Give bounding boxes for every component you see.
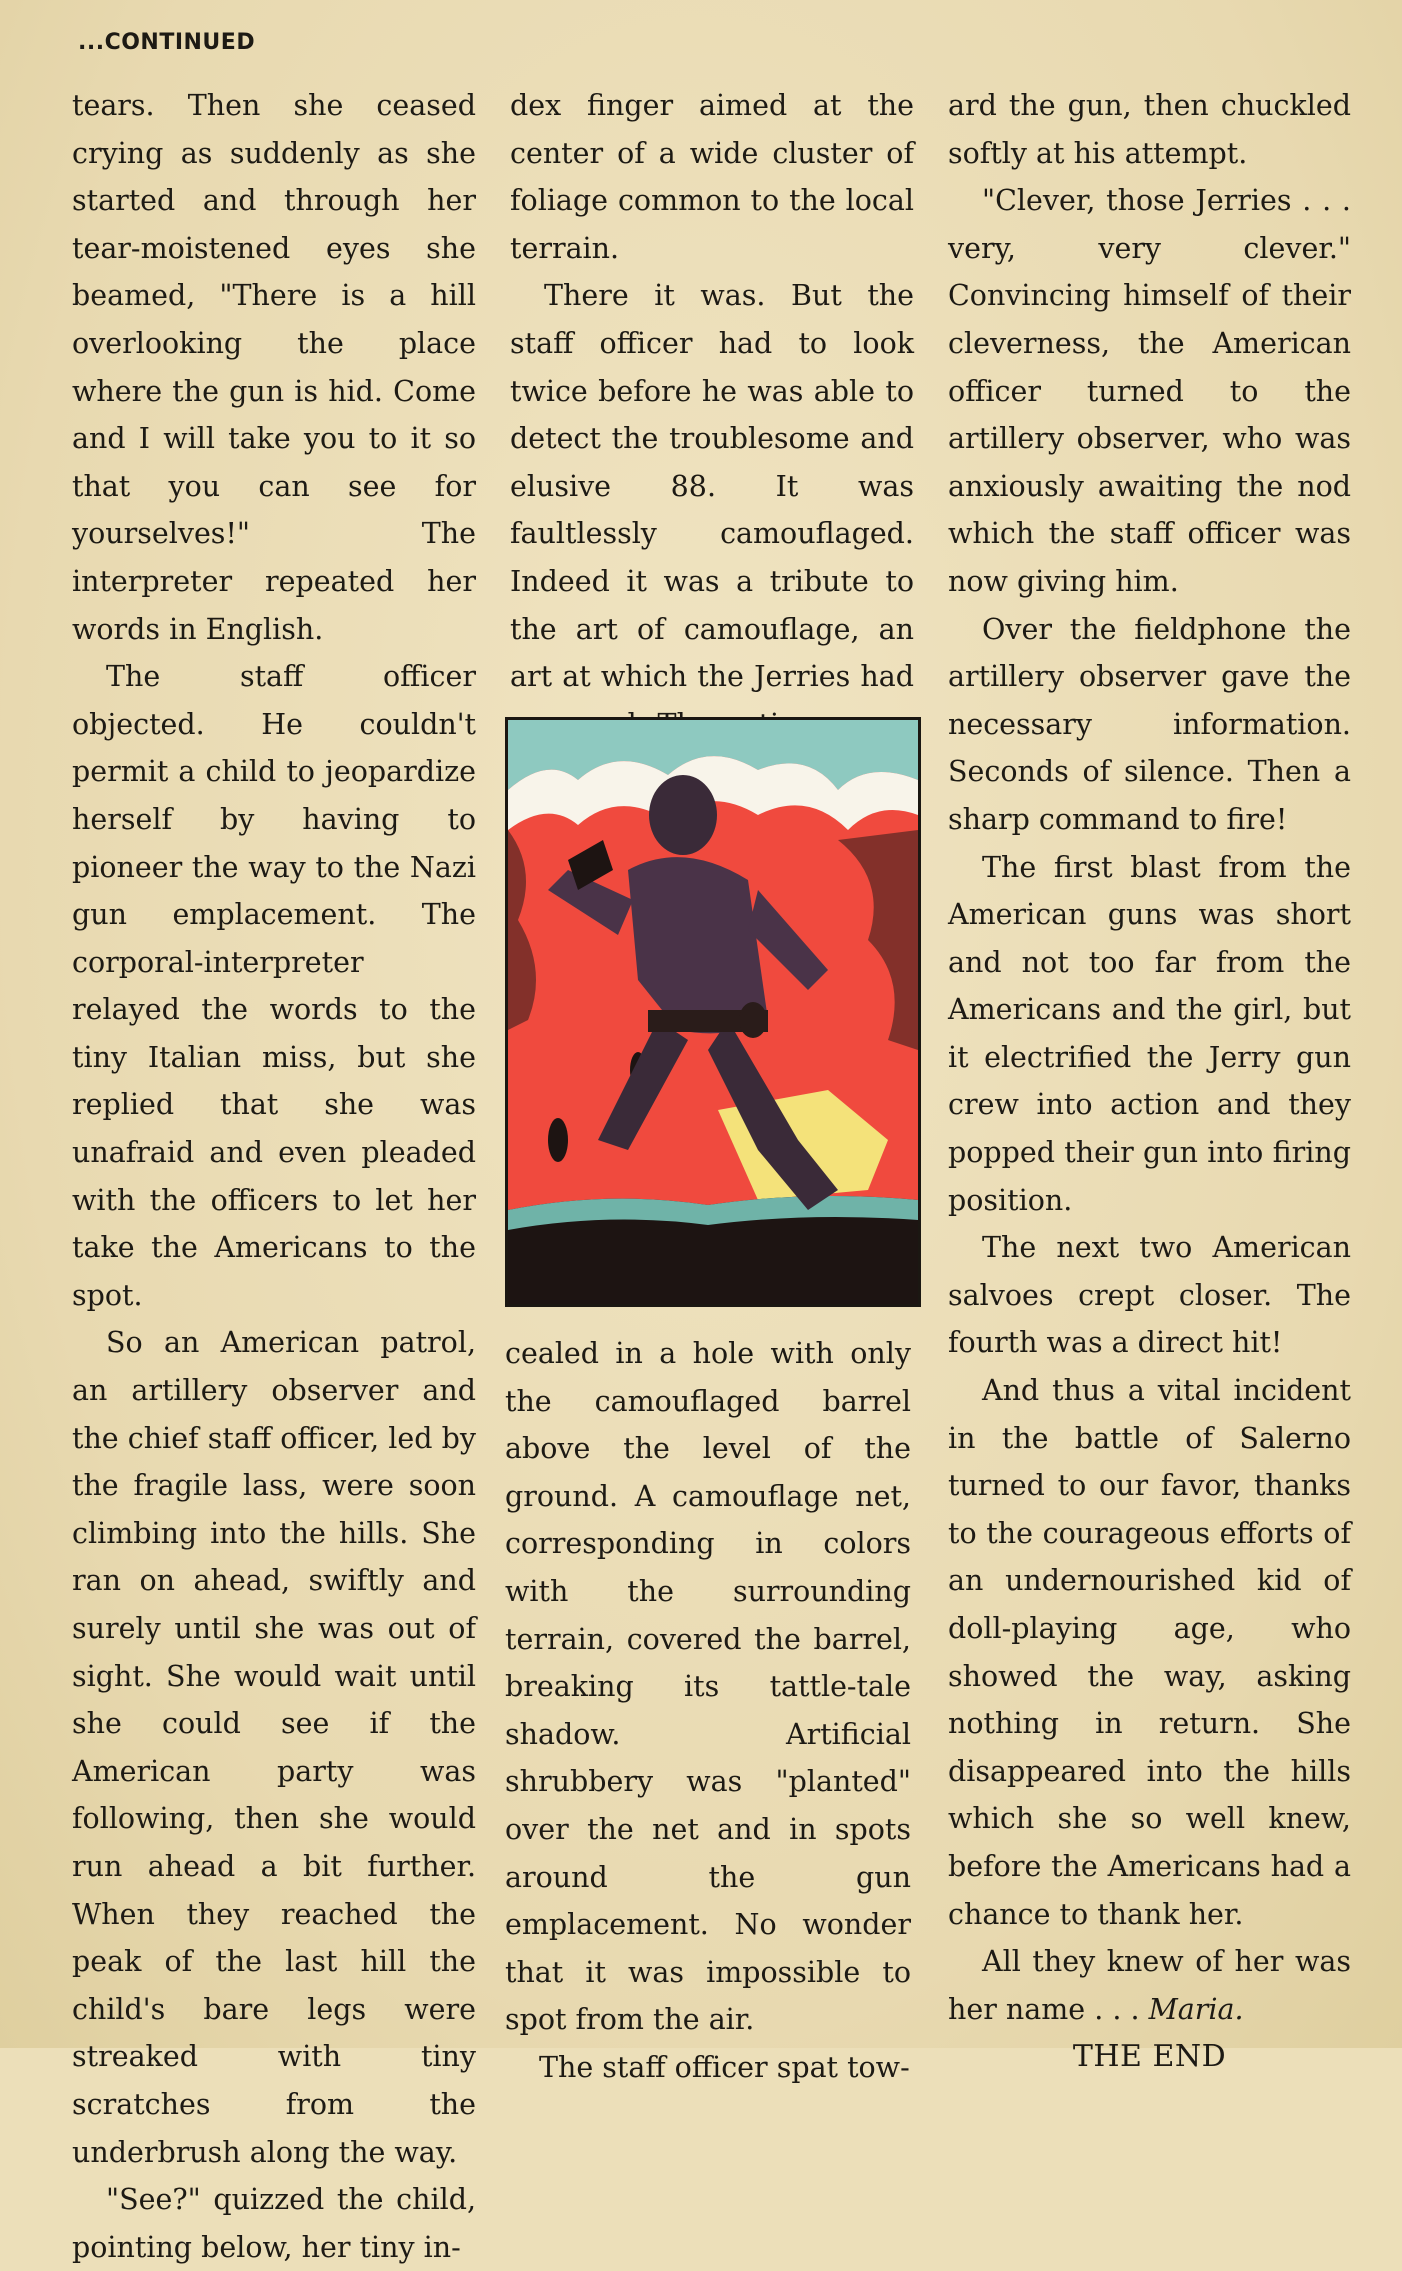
- text-column-1: [72, 82, 476, 2271]
- closing-paragraph: [948, 1938, 1351, 2033]
- paragraph: The next two American salvoes crept closer. The fourth was a direct hit!: [948, 1231, 1351, 1360]
- paragraph: tears. Then she ceased crying as suddenly as she started and through her tear-moistened eyes she beamed, "There is a hill overlooking the place where the gun is hid. Come and I will take you to it so that you can see for yourselves!" The interpreter repeated her words in English.: [72, 89, 476, 646]
- text-column-2-bottom: [505, 1330, 911, 2092]
- paragraph: "Clever, those Jerries . . . very, very clever." Convincing himself of their cleverness, the American officer turned to the artillery observer, who was anxiously awaiting the nod which the staff officer was now giving him.: [948, 184, 1351, 598]
- continued-header: ...CONTINUED: [78, 30, 256, 55]
- text-column-2-top: [510, 82, 914, 796]
- soldier-illustration-image: [508, 720, 918, 1304]
- text-column-3: [948, 82, 1351, 2081]
- paragraph: The staff officer spat tow-: [539, 2050, 910, 2084]
- paragraph: ard the gun, then chuckled softly at his attempt.: [948, 89, 1351, 170]
- closing-text: All they knew of her was her name . . .: [948, 1945, 1351, 2026]
- heroine-name: Maria.: [1148, 1992, 1244, 2026]
- paragraph: And thus a vital incident in the battle of Salerno turned to our favor, thanks to the courageous efforts of an undernourished kid of doll-playing age, who showed the way, asking nothing in return. She disappeared into the hills which she so well knew, before the Americans had a chance to thank her.: [948, 1374, 1351, 1931]
- paragraph: There it was. But the staff officer had to look twice before he was able to detect the troublesome and elusive 88. It was faultlessly camouflaged. Indeed it was a tribute to the art of camouflage, an art at which the Jerries had: [510, 279, 914, 694]
- paragraph: The first blast from the American guns was short and not too far from the Americans and the girl, but it electrified the Jerry gun crew into action and they popped their gun into firing position.: [948, 850, 1351, 1217]
- the-end-label: THE END: [1072, 2039, 1227, 2075]
- paragraph: cealed in a hole with only the camouflaged barrel above the level of the ground. A camouflage net, corresponding in colors with the surrounding terrain, covered the barrel, breaking its tattle-tale shadow. Artificial shrubbery was "planted" over the net and in spots around the gun emplacement. No wonder that it was impossible to spot from the air.: [505, 1337, 911, 2037]
- paragraph: The staff officer objected. He couldn't permit a child to jeopardize herself by having to pioneer the way to the Nazi gun emplacement. The corporal-interpreter relayed the words to the tiny Italian miss, but she replied that she was unafraid and even pleaded with the officers to let her take the Americans to the spot.: [72, 660, 476, 1312]
- story-illustration: [505, 717, 921, 1307]
- paragraph: So an American patrol, an artillery observer and the chief staff officer, led by the fragile lass, were soon climbing into the hills. She ran on ahead, swiftly and surely until she was out of sight. She would wait until she could see if the American party was following, then she would run ahead a bit further. When they reached the peak of the last hill the child's bare legs were streaked with tiny scratches from the underbrush along the way.: [72, 1326, 476, 2169]
- paragraph: Over the fieldphone the artillery observer gave the necessary information. Seconds of silence. Then a sharp command to fire!: [948, 612, 1351, 836]
- paragraph: "See?" quizzed the child, pointing below, her tiny in-: [72, 2183, 476, 2264]
- paragraph: dex finger aimed at the center of a wide cluster of foliage common to the local terrain.: [510, 89, 914, 265]
